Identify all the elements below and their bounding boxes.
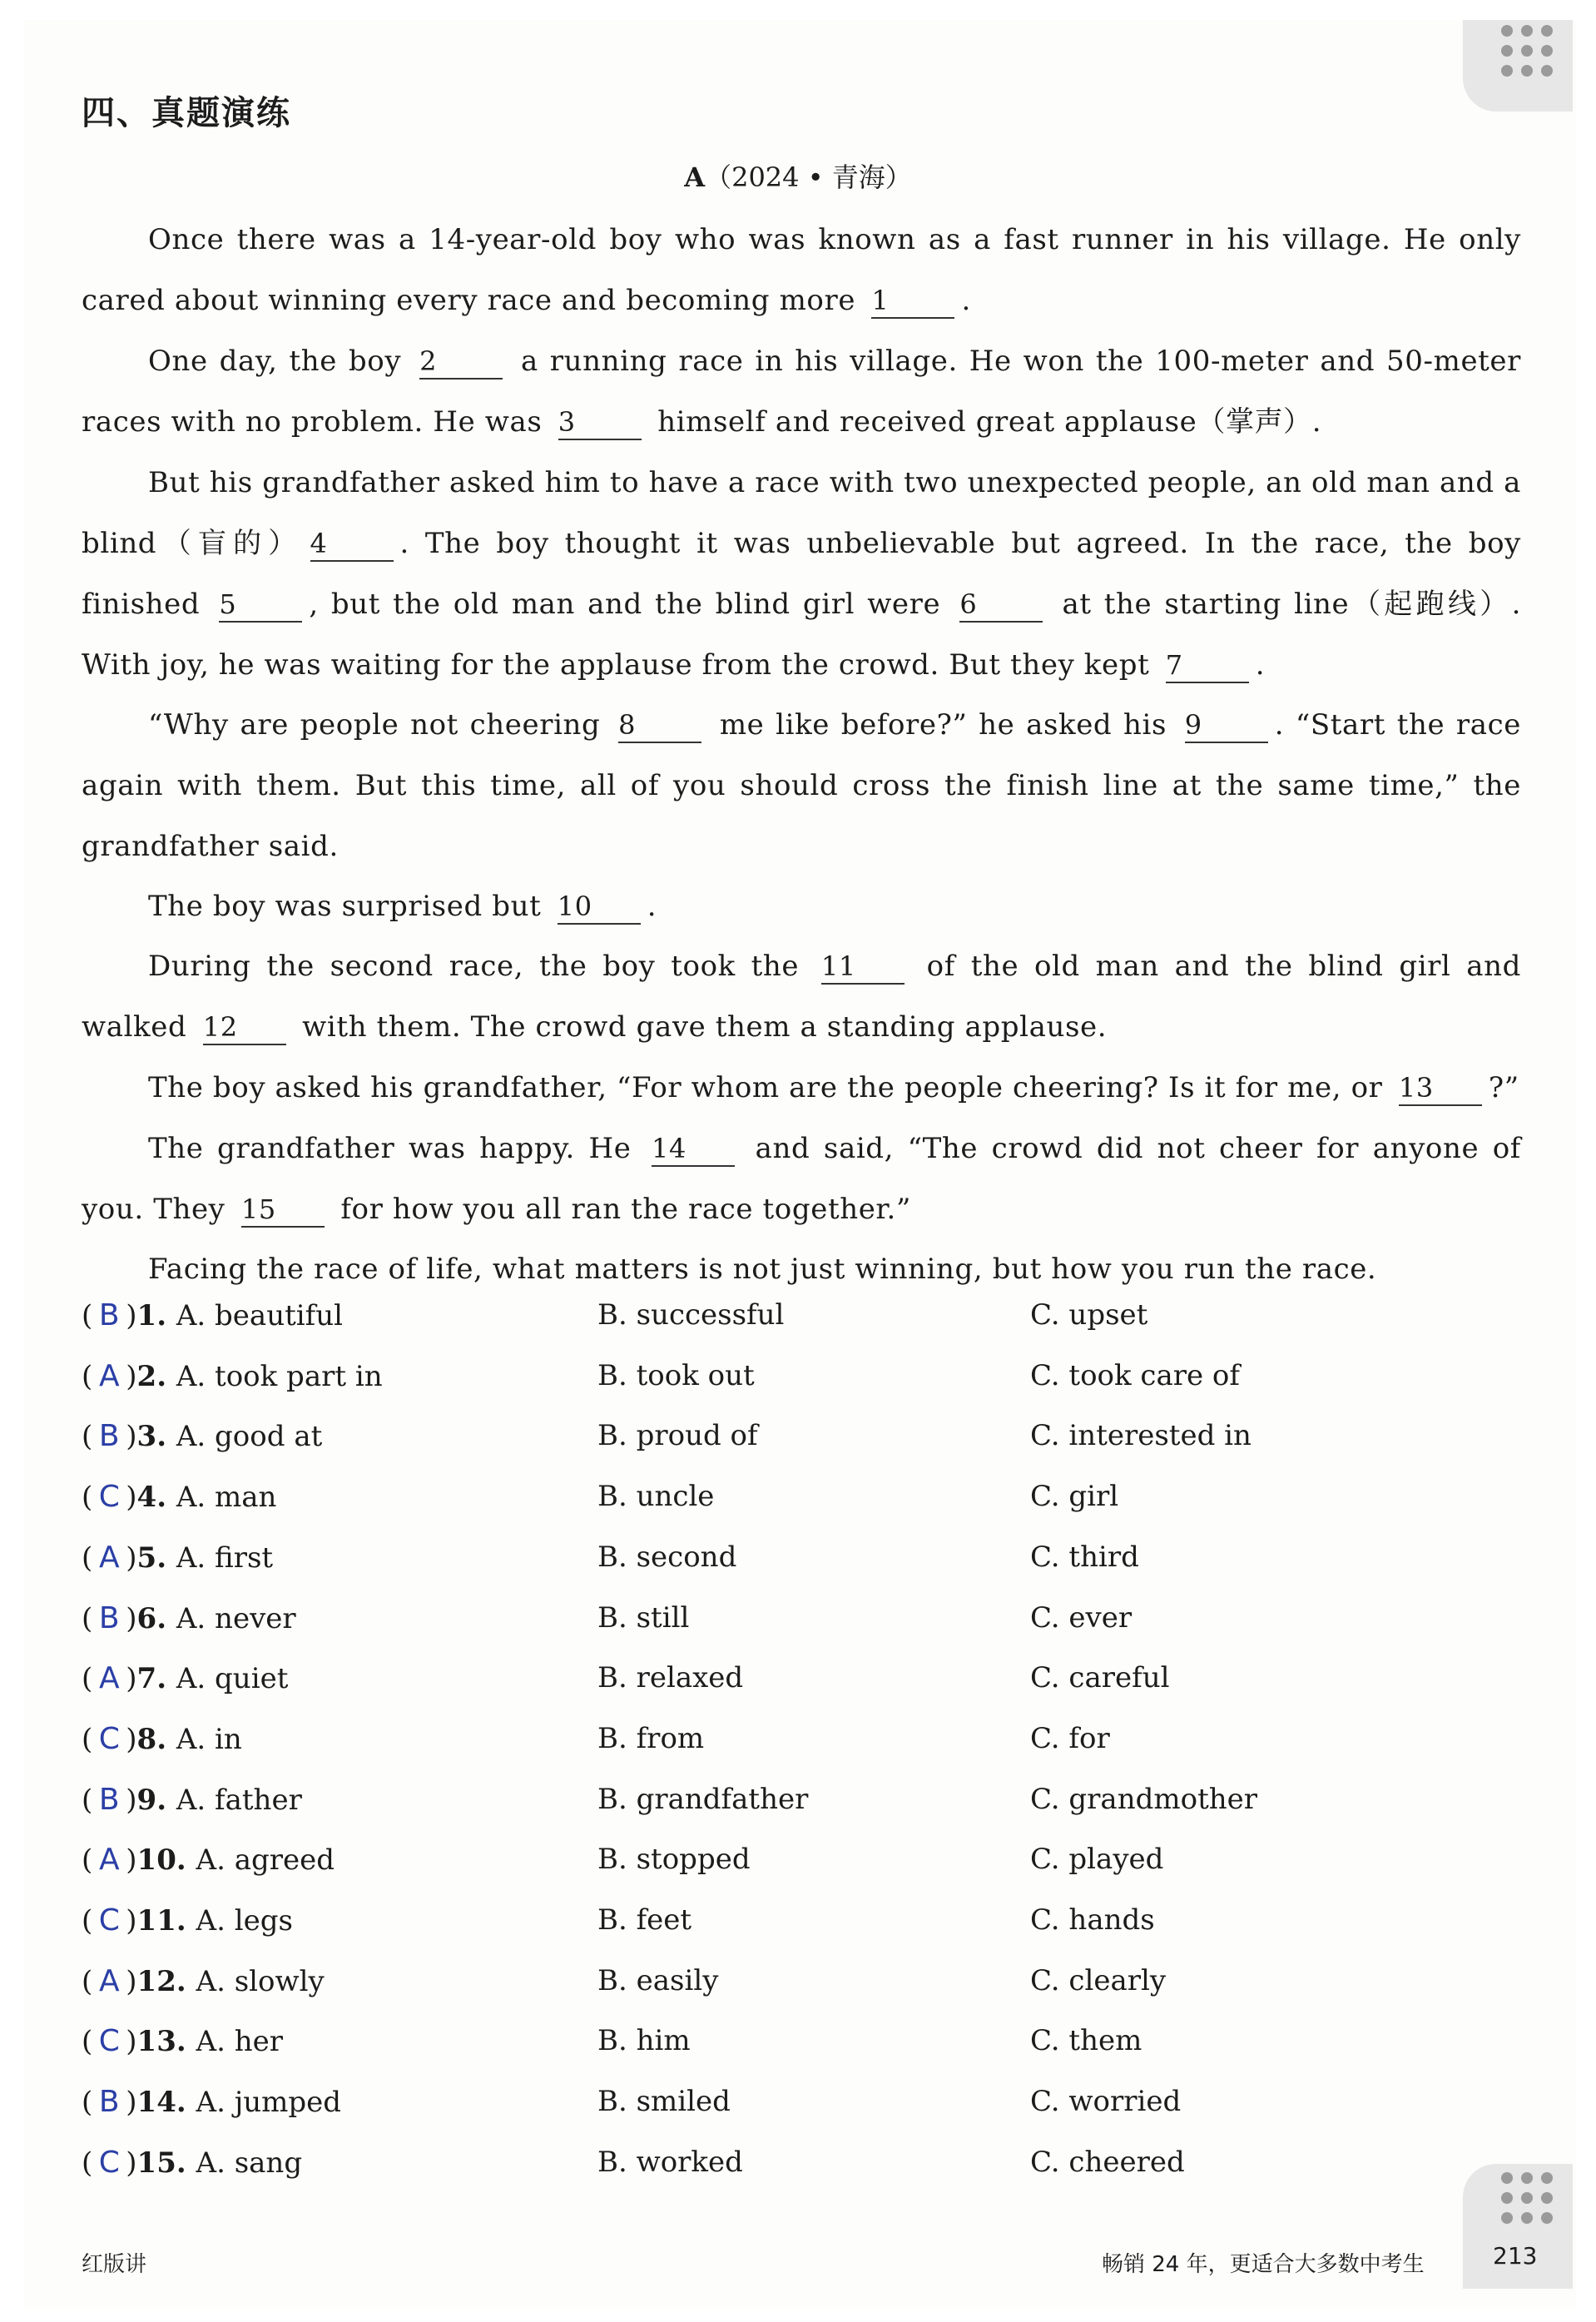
question-row: [82, 1661, 1496, 1711]
option-c: C. careful: [1030, 1661, 1170, 1695]
paren-open: (: [82, 1299, 93, 1332]
paren-close: ): [126, 2086, 137, 2120]
paragraph-text: .: [647, 890, 657, 923]
passage-paragraph: [82, 1239, 1521, 1300]
question-lead: [82, 1480, 276, 1514]
question-number: 2.: [136, 1359, 176, 1393]
question-lead: [82, 2085, 341, 2119]
answer-letter: A: [98, 1540, 120, 1575]
question-lead: [82, 1903, 293, 1937]
question-lead: [82, 1541, 273, 1575]
passage-paragraph: [82, 695, 1521, 877]
option-a: A. quiet: [176, 1662, 289, 1696]
answer-letter: C: [98, 2024, 120, 2059]
paren-open: (: [82, 2025, 93, 2059]
option-c: C. ever: [1030, 1600, 1133, 1635]
paragraph-text: The grandfather was happy. He: [148, 1132, 646, 1165]
option-b: B. second: [597, 1540, 737, 1574]
paren-close: ): [126, 1722, 137, 1756]
question-row: [82, 1903, 1496, 1953]
question-number: 13.: [136, 2025, 196, 2059]
paren-open: (: [82, 2086, 93, 2120]
option-a: A. her: [196, 2025, 283, 2059]
passage-paragraph: [82, 210, 1521, 331]
question-number: 10.: [136, 1843, 196, 1878]
blank-13: 13: [1399, 1071, 1482, 1106]
question-lead: [82, 1783, 302, 1817]
paragraph-text: at the starting line（起跑线）. With joy, he was waiting for the applause from the crowd. But they kept: [82, 588, 1521, 682]
question-number: 9.: [136, 1783, 176, 1817]
blank-10: 10: [558, 890, 641, 925]
question-row: [82, 1480, 1496, 1530]
option-c: C. third: [1030, 1540, 1139, 1574]
option-a: A. beautiful: [176, 1299, 343, 1332]
option-b: B. feet: [597, 1903, 692, 1937]
option-b: B. from: [597, 1721, 705, 1755]
blank-12: 12: [203, 1010, 286, 1045]
question-row: [82, 1298, 1496, 1348]
paren-open: (: [82, 1481, 93, 1515]
passage-source: （2024 • 青海）: [705, 161, 912, 193]
paren-open: (: [82, 1722, 93, 1756]
option-b: B. proud of: [597, 1419, 758, 1453]
option-b: B. stopped: [597, 1843, 751, 1877]
section-title: 四、真题演练: [82, 94, 291, 132]
passage-paragraph: [82, 876, 1521, 937]
option-b: B. him: [597, 2024, 691, 2058]
answer-letter: B: [98, 1298, 120, 1332]
question-row: [82, 1359, 1496, 1409]
passage-paragraph: [82, 453, 1521, 696]
question-row: [82, 1783, 1496, 1833]
question-number: 4.: [136, 1481, 176, 1515]
blank-1: 1: [871, 284, 954, 319]
answer-letter: B: [98, 2085, 120, 2120]
question-number: 14.: [136, 2086, 196, 2120]
paren-close: ): [126, 1783, 137, 1817]
option-b: B. still: [597, 1600, 690, 1635]
paragraph-text: .: [1255, 648, 1266, 682]
answer-letter: A: [98, 1843, 120, 1878]
option-c: C. took care of: [1030, 1358, 1240, 1392]
passage-paragraph: [82, 331, 1521, 453]
passage-title: [0, 156, 1596, 195]
footer-brand: 红版讲: [82, 2252, 147, 2277]
option-c: C. worried: [1030, 2085, 1182, 2119]
option-c: C. girl: [1030, 1480, 1119, 1514]
answer-letter: C: [98, 1721, 120, 1756]
blank-6: 6: [959, 588, 1043, 623]
paragraph-text: , but the old man and the blind girl were: [309, 588, 954, 621]
question-row: [82, 2085, 1496, 2135]
question-row: [82, 1964, 1496, 2014]
option-a: A. jumped: [196, 2086, 342, 2120]
dot-grid-decoration: [1501, 25, 1559, 77]
paragraph-text: of the old man and the blind girl and walked: [82, 950, 1522, 1044]
question-row: [82, 1541, 1496, 1590]
paren-close: ): [126, 1662, 137, 1696]
option-b: B. worked: [597, 2145, 743, 2179]
answer-letter: B: [98, 1419, 120, 1454]
option-a: A. slowly: [196, 1964, 325, 1998]
option-b: B. uncle: [597, 1480, 715, 1514]
paragraph-text: The boy asked his grandfather, “For whom are the people cheering? Is it for me, or: [148, 1071, 1392, 1104]
question-number: 7.: [136, 1662, 176, 1696]
question-lead: [82, 1419, 322, 1453]
blank-5: 5: [219, 588, 302, 623]
paragraph-text: . The boy thought it was unbelievable but agreed. In the race, the boy finished: [82, 527, 1521, 621]
option-c: C. for: [1030, 1721, 1110, 1755]
paragraph-text: During the second race, the boy took the: [148, 950, 815, 983]
paragraph-text: with them. The crowd gave them a standing applause.: [292, 1010, 1108, 1044]
answer-letter: B: [98, 1782, 120, 1817]
blank-11: 11: [821, 950, 905, 985]
question-row: [82, 2146, 1496, 2195]
question-number: 8.: [136, 1722, 176, 1756]
answer-letter: A: [98, 1963, 120, 1998]
option-a: A. man: [176, 1481, 277, 1515]
option-c: C. hands: [1030, 1903, 1155, 1937]
option-c: C. interested in: [1030, 1419, 1252, 1453]
option-a: A. never: [176, 1601, 296, 1635]
paren-open: (: [82, 1964, 93, 1998]
paren-close: ): [126, 2146, 137, 2180]
answer-letter: C: [98, 2145, 120, 2180]
option-b: B. successful: [597, 1298, 785, 1332]
paren-close: ): [126, 1843, 137, 1878]
paren-open: (: [82, 1359, 93, 1393]
paren-close: ): [126, 1299, 137, 1332]
page-number: 213: [1493, 2242, 1538, 2270]
paren-open: (: [82, 1843, 93, 1878]
blank-2: 2: [419, 345, 503, 380]
paragraph-text: But his grandfather asked him to have a race with two unexpected people, an old man and a blind（盲的）: [82, 466, 1521, 560]
paragraph-text: me like before?” he asked his: [708, 708, 1178, 742]
question-lead: [82, 1964, 325, 1998]
question-lead: [82, 2146, 302, 2180]
dot-grid-decoration-bottom: [1501, 2172, 1559, 2224]
passage-paragraph: [82, 936, 1521, 1058]
paren-close: ): [126, 1964, 137, 1998]
question-lead: [82, 1359, 383, 1393]
passage-paragraph: [82, 1058, 1521, 1119]
passage-paragraph: [82, 1119, 1521, 1240]
option-c: C. them: [1030, 2024, 1142, 2058]
question-lead: [82, 1601, 296, 1635]
paragraph-text: and said, “The crowd did not cheer for anyone of you. They: [82, 1132, 1521, 1226]
question-number: 12.: [136, 1964, 196, 1998]
option-b: B. grandfather: [597, 1782, 809, 1816]
paren-close: ): [126, 1359, 137, 1393]
paren-open: (: [82, 1904, 93, 1937]
question-number: 6.: [136, 1601, 176, 1635]
question-row: [82, 2024, 1496, 2074]
paragraph-text: One day, the boy: [148, 345, 414, 378]
question-lead: [82, 2024, 283, 2058]
option-a: A. in: [176, 1722, 242, 1756]
blank-15: 15: [241, 1193, 325, 1228]
question-number: 1.: [136, 1299, 176, 1332]
answer-letter: C: [98, 1480, 120, 1515]
paren-close: ): [126, 2025, 137, 2059]
option-c: C. grandmother: [1030, 1782, 1258, 1816]
option-a: A. agreed: [196, 1843, 335, 1878]
paragraph-text: The boy was surprised but: [148, 890, 551, 923]
question-number: 3.: [136, 1420, 176, 1454]
question-lead: [82, 1298, 343, 1332]
question-number: 11.: [136, 1904, 196, 1937]
blank-14: 14: [652, 1132, 735, 1167]
question-row: [82, 1601, 1496, 1651]
question-lead: [82, 1843, 335, 1877]
option-c: C. clearly: [1030, 1963, 1167, 1997]
question-row: [82, 1419, 1496, 1469]
answer-letter: C: [98, 1903, 120, 1937]
question-number: 15.: [136, 2146, 196, 2180]
paragraph-text: for how you all ran the race together.”: [330, 1193, 911, 1226]
paren-open: (: [82, 1662, 93, 1696]
option-b: B. smiled: [597, 2085, 731, 2119]
question-row: [82, 1722, 1496, 1772]
paragraph-text: himself and received great applause（掌声）.: [647, 405, 1322, 439]
option-a: A. good at: [176, 1420, 323, 1454]
paragraph-text: Once there was a 14-year-old boy who was known as a fast runner in his village. He only cared about winning every race and becoming more: [82, 223, 1521, 317]
option-b: B. easily: [597, 1963, 719, 1997]
paren-open: (: [82, 1601, 93, 1635]
blank-4: 4: [310, 527, 394, 562]
paragraph-text: ?”: [1488, 1071, 1519, 1104]
paren-open: (: [82, 2146, 93, 2180]
question-lead: [82, 1722, 242, 1756]
option-a: A. took part in: [176, 1359, 383, 1393]
blank-3: 3: [558, 405, 642, 440]
option-c: C. played: [1030, 1843, 1164, 1877]
paren-close: ): [126, 1420, 137, 1454]
option-c: C. cheered: [1030, 2145, 1185, 2179]
blank-8: 8: [618, 708, 701, 743]
option-b: B. took out: [597, 1358, 755, 1392]
paragraph-text: . “Start the race again with them. But this time, all of you should cross the finish line at the same time,” the grandfather said.: [82, 708, 1521, 863]
answer-letter: B: [98, 1600, 120, 1635]
paren-close: ): [126, 1541, 137, 1575]
question-lead: [82, 1661, 288, 1695]
paren-close: ): [126, 1904, 137, 1937]
option-a: A. father: [176, 1783, 302, 1817]
answer-letter: A: [98, 1358, 120, 1393]
paragraph-text: Facing the race of life, what matters is not just winning, but how you run the race.: [148, 1253, 1377, 1286]
option-a: A. sang: [196, 2146, 303, 2180]
option-c: C. upset: [1030, 1298, 1148, 1332]
paragraph-text: “Why are people not cheering: [148, 708, 612, 742]
question-number: 5.: [136, 1541, 176, 1575]
answer-letter: A: [98, 1661, 120, 1696]
question-row: [82, 1843, 1496, 1893]
blank-9: 9: [1185, 708, 1268, 743]
footer-slogan: 畅销 24 年，更适合大多数中考生: [1102, 2252, 1425, 2277]
paren-close: ): [126, 1601, 137, 1635]
paren-close: ): [126, 1481, 137, 1515]
paren-open: (: [82, 1420, 93, 1454]
option-b: B. relaxed: [597, 1661, 744, 1695]
option-a: A. first: [176, 1541, 274, 1575]
paren-open: (: [82, 1541, 93, 1575]
blank-7: 7: [1166, 648, 1249, 683]
option-a: A. legs: [196, 1904, 293, 1937]
paragraph-text: a running race in his village. He won the 100-meter and 50-meter races with no problem. He was: [82, 345, 1521, 439]
paragraph-text: .: [961, 284, 971, 317]
paren-open: (: [82, 1783, 93, 1817]
passage-label: A: [684, 161, 706, 193]
